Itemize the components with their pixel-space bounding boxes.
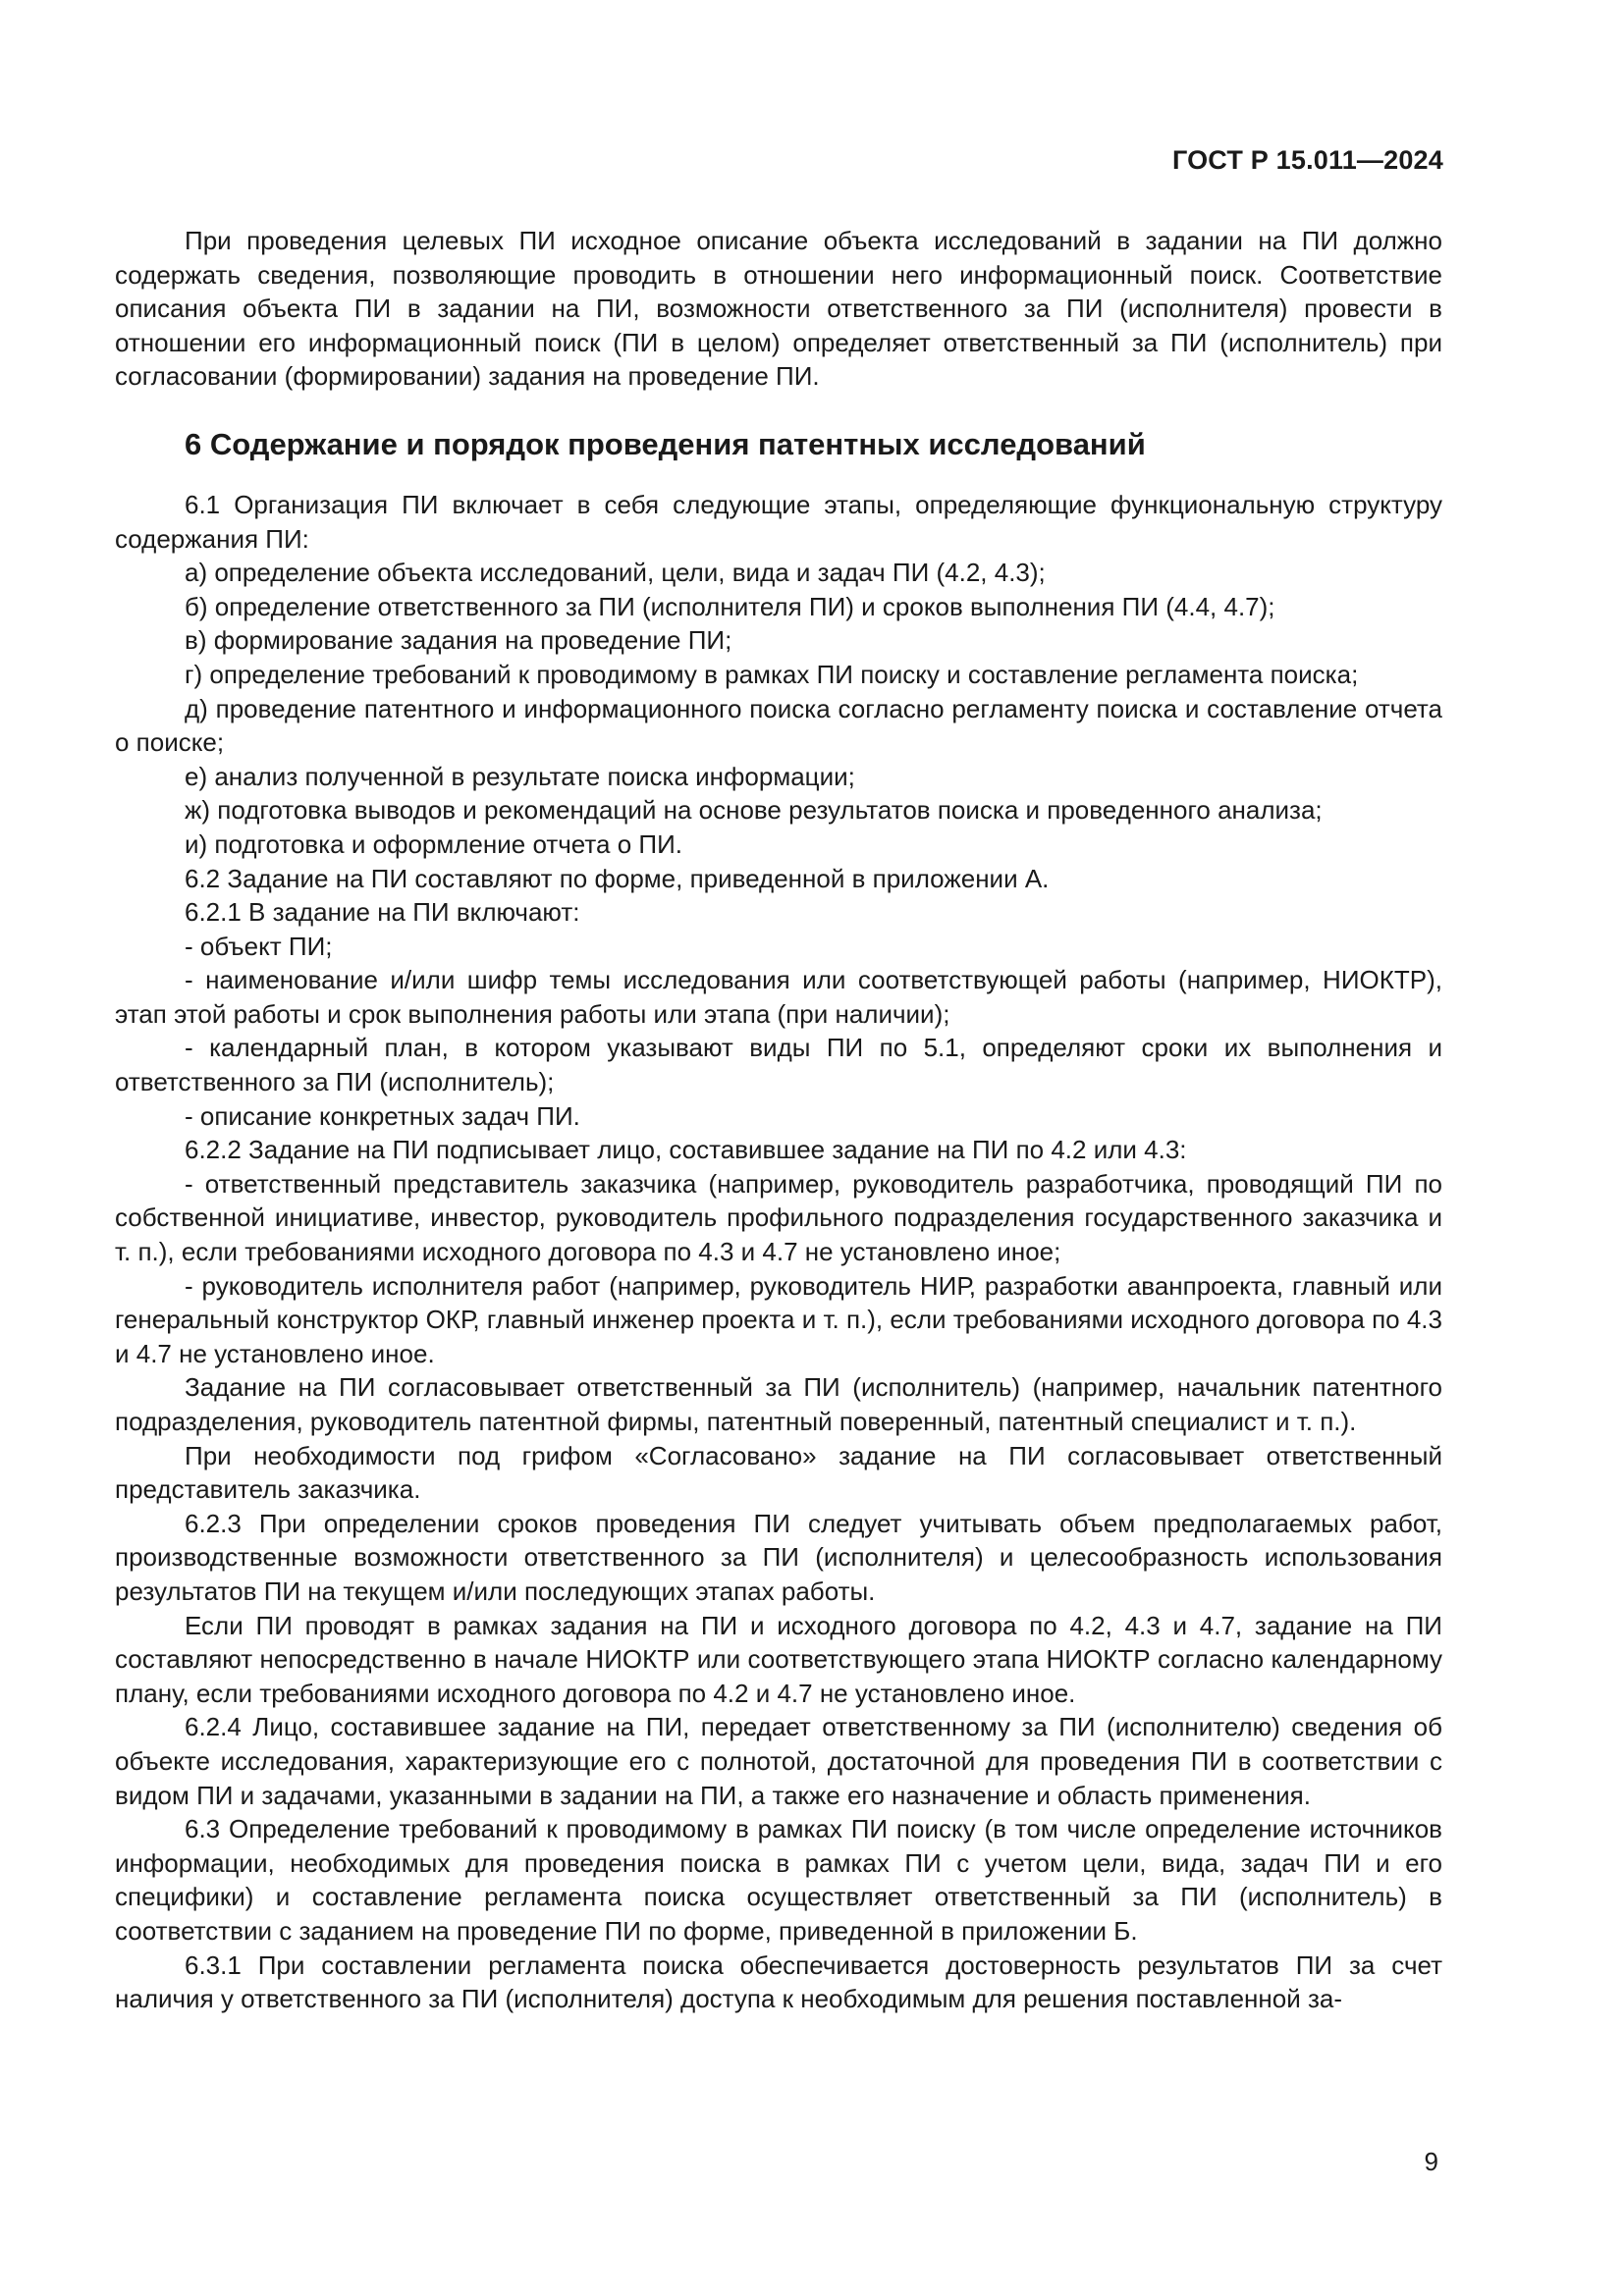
list-item-e: е) анализ полученной в результате поиска информации; — [185, 761, 855, 791]
list-item-g: г) определение требований к проводимому в рамках ПИ поиску и составление регламента поиска; — [185, 659, 1359, 689]
paragraph-approval: Задание на ПИ согласовывает ответственный за ПИ (исполнитель) (например, начальник патентного подразделения, руководитель патентной фирмы, патентный поверенный, патентный специалист и т. п.). — [115, 1372, 1442, 1436]
paragraph-6-3: 6.3 Определение требований к проводимому в рамках ПИ поиску (в том числе определение источников информации, необходимых для проведения поиска в рамках ПИ с учетом цели, вида, задач ПИ и его специфики) и составление регламента поиска осуществляет ответственный за ПИ (исполнитель) в соответствии с заданием на проведение ПИ по форме, приведенной в приложении Б. — [115, 1814, 1442, 1946]
dash-item-customer-rep: - ответственный представитель заказчика (например, руководитель разработчика, проводящий ПИ по собственной инициативе, инвестор, руководитель профильного подразделения государственного заказчика и т. п.), если требованиями исходного договора по 4.3 и 4.7 не установлено иное; — [115, 1168, 1442, 1267]
list-item-b: б) определение ответственного за ПИ (исполнителя ПИ) и сроков выполнения ПИ (4.4, 4.7); — [185, 591, 1275, 621]
paragraph-agreed-stamp: При необходимости под грифом «Согласовано» задание на ПИ согласовывает ответственный представитель заказчика. — [115, 1440, 1442, 1505]
dash-item-plan: - календарный план, в котором указывают виды ПИ по 5.1, определяют сроки их выполнения и ответственного за ПИ (исполнитель); — [115, 1033, 1442, 1097]
list-item-a: а) определение объекта исследований, цели, вида и задач ПИ (4.2, 4.3); — [185, 558, 1046, 588]
list-item-d: д) проведение патентного и информационного поиска согласно регламенту поиска и составление отчета о поиске; — [115, 693, 1442, 758]
paragraph-6-2-1: 6.2.1 В задание на ПИ включают: — [185, 897, 580, 928]
paragraph-6-2-3-cont: Если ПИ проводят в рамках задания на ПИ и исходного договора по 4.2, 4.3 и 4.7, задание на ПИ составляют непосредственно в начале НИОКТР или соответствующего этапа НИОКТР согласно календарному плану, если требованиями исходного договора по 4.2 и 4.7 не установлено иное. — [115, 1610, 1442, 1708]
paragraph-6-2-2: 6.2.2 Задание на ПИ подписывает лицо, составившее задание на ПИ по 4.2 или 4.3: — [185, 1135, 1187, 1165]
paragraph-6-1: 6.1 Организация ПИ включает в себя следующие этапы, определяющие функциональную структуру содержания ПИ: — [115, 489, 1442, 554]
paragraph-6-2: 6.2 Задание на ПИ составляют по форме, приведенной в приложении А. — [185, 863, 1050, 893]
document-code-header: ГОСТ Р 15.011—2024 — [1171, 145, 1443, 175]
list-item-i: и) подготовка и оформление отчета о ПИ. — [185, 828, 682, 859]
dash-item-object: - объект ПИ; — [185, 931, 333, 961]
page-body — [115, 224, 1442, 2016]
paragraph-6-2-3: 6.2.3 При определении сроков проведения ПИ следует учитывать объем предполагаемых работ, производственные возможности ответственного за ПИ (исполнителя) и целесообразность использования результатов ПИ на текущем и/или последующих этапах работы. — [115, 1508, 1442, 1606]
paragraph-6-2-4: 6.2.4 Лицо, составившее задание на ПИ, передает ответственному за ПИ (исполнителю) сведения об объекте исследования, характеризующие его с полнотой, достаточной для проведения ПИ в соответствии с видом ПИ и задачами, указанными в задании на ПИ, а также его назначение и область применения. — [115, 1712, 1442, 1810]
dash-item-theme: - наименование и/или шифр темы исследования или соответствующей работы (например, НИОКТР), этап этой работы и срок выполнения работы или этапа (при наличии); — [115, 965, 1442, 1029]
section-title: 6 Содержание и порядок проведения патентных исследований — [185, 426, 1146, 461]
dash-item-executor-head: - руководитель исполнителя работ (например, руководитель НИР, разработки аванпроекта, главный или генеральный конструктор ОКР, главный инженер проекта и т. п.), если требованиями исходного договора по 4.3 и 4.7 не установлено иное. — [115, 1270, 1442, 1368]
list-item-v: в) формирование задания на проведение ПИ; — [185, 625, 732, 656]
dash-item-tasks: - описание конкретных задач ПИ. — [185, 1100, 580, 1131]
page-number: 9 — [1424, 2147, 1438, 2176]
list-item-zh: ж) подготовка выводов и рекомендаций на основе результатов поиска и проведенного анализа; — [185, 795, 1323, 826]
paragraph-6-3-1: 6.3.1 При составлении регламента поиска обеспечивается достоверность результатов ПИ за счет наличия у ответственного за ПИ (исполнителя) доступа к необходимым для решения поставленной за- — [115, 1949, 1442, 2014]
intro-paragraph: При проведения целевых ПИ исходное описание объекта исследований в задании на ПИ должно содержать сведения, позволяющие проводить в отношении него информационный поиск. Соответствие описания объекта ПИ в задании на ПИ, возможности ответственного за ПИ (исполнителя) провести в отношении его информационный поиск (ПИ в целом) определяет ответственный за ПИ (исполнитель) при согласовании (формировании) задания на проведение ПИ. — [115, 226, 1442, 392]
